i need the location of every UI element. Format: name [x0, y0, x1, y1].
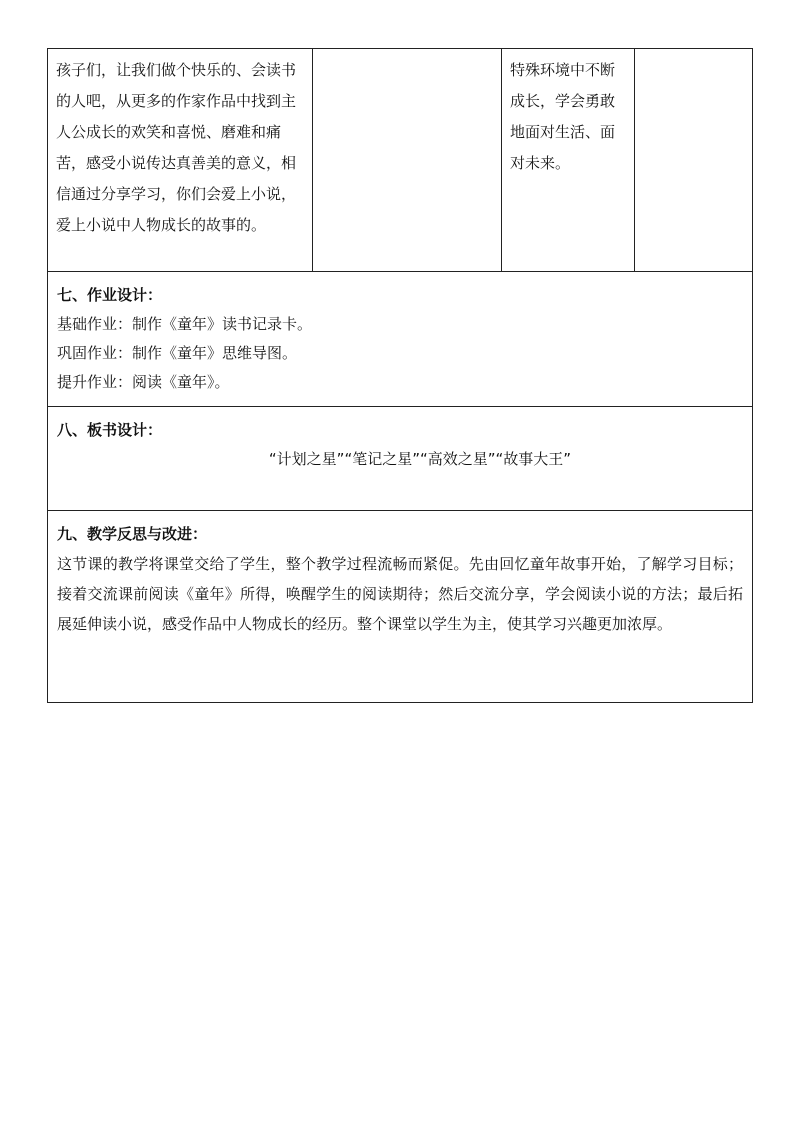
- homework-basic: 基础作业：制作《童年》读书记录卡。: [57, 315, 313, 333]
- table-row-board: [48, 407, 753, 511]
- board-content: “计划之星”“笔记之星”“高效之星”“故事大王”: [268, 450, 572, 468]
- cell-notes: [635, 49, 753, 272]
- notes-text: [635, 49, 752, 55]
- homework-consolidation: 巩固作业：制作《童年》思维导图。: [57, 344, 298, 362]
- cell-teacher-activity: [48, 49, 313, 272]
- cell-design-intent: [502, 49, 635, 272]
- table-row-homework: [48, 272, 753, 407]
- reflection-heading: 九、教学反思与改进：: [57, 525, 208, 543]
- cell-student-activity: [313, 49, 502, 272]
- lesson-plan-table: [47, 48, 753, 703]
- table-row-continuation: [48, 49, 753, 272]
- design-intent-text: 特殊环境中不断成长，学会勇敢地面对生活、面对未来。: [510, 61, 616, 172]
- homework-advanced: 提升作业：阅读《童年》。: [57, 373, 230, 391]
- table-row-reflection: [48, 511, 753, 703]
- teacher-activity-text: 孩子们，让我们做个快乐的、会读书的人吧，从更多的作家作品中找到主人公成长的欢笑和喜悦、磨难和痛苦，感受小说传达真善美的意义，相信通过分享学习，你们会爱上小说，爱上小说中人物成长的故事的。: [56, 61, 297, 234]
- homework-heading: 七、作业设计：: [57, 286, 163, 304]
- board-section: [48, 407, 753, 511]
- homework-section: [48, 272, 753, 407]
- student-activity-text: [313, 49, 501, 55]
- board-heading: 八、板书设计：: [57, 421, 163, 439]
- reflection-paragraph: 这节课的教学将课堂交给了学生，整个教学过程流畅而紧促。先由回忆童年故事开始，了解学习目标；接着交流课前阅读《童年》所得，唤醒学生的阅读期待；然后交流分享，学会阅读小说的方法；最后拓展延伸读小说，感受作品中人物成长的经历。整个课堂以学生为主，使其学习兴趣更加浓厚。: [57, 555, 743, 633]
- reflection-section: [48, 511, 753, 703]
